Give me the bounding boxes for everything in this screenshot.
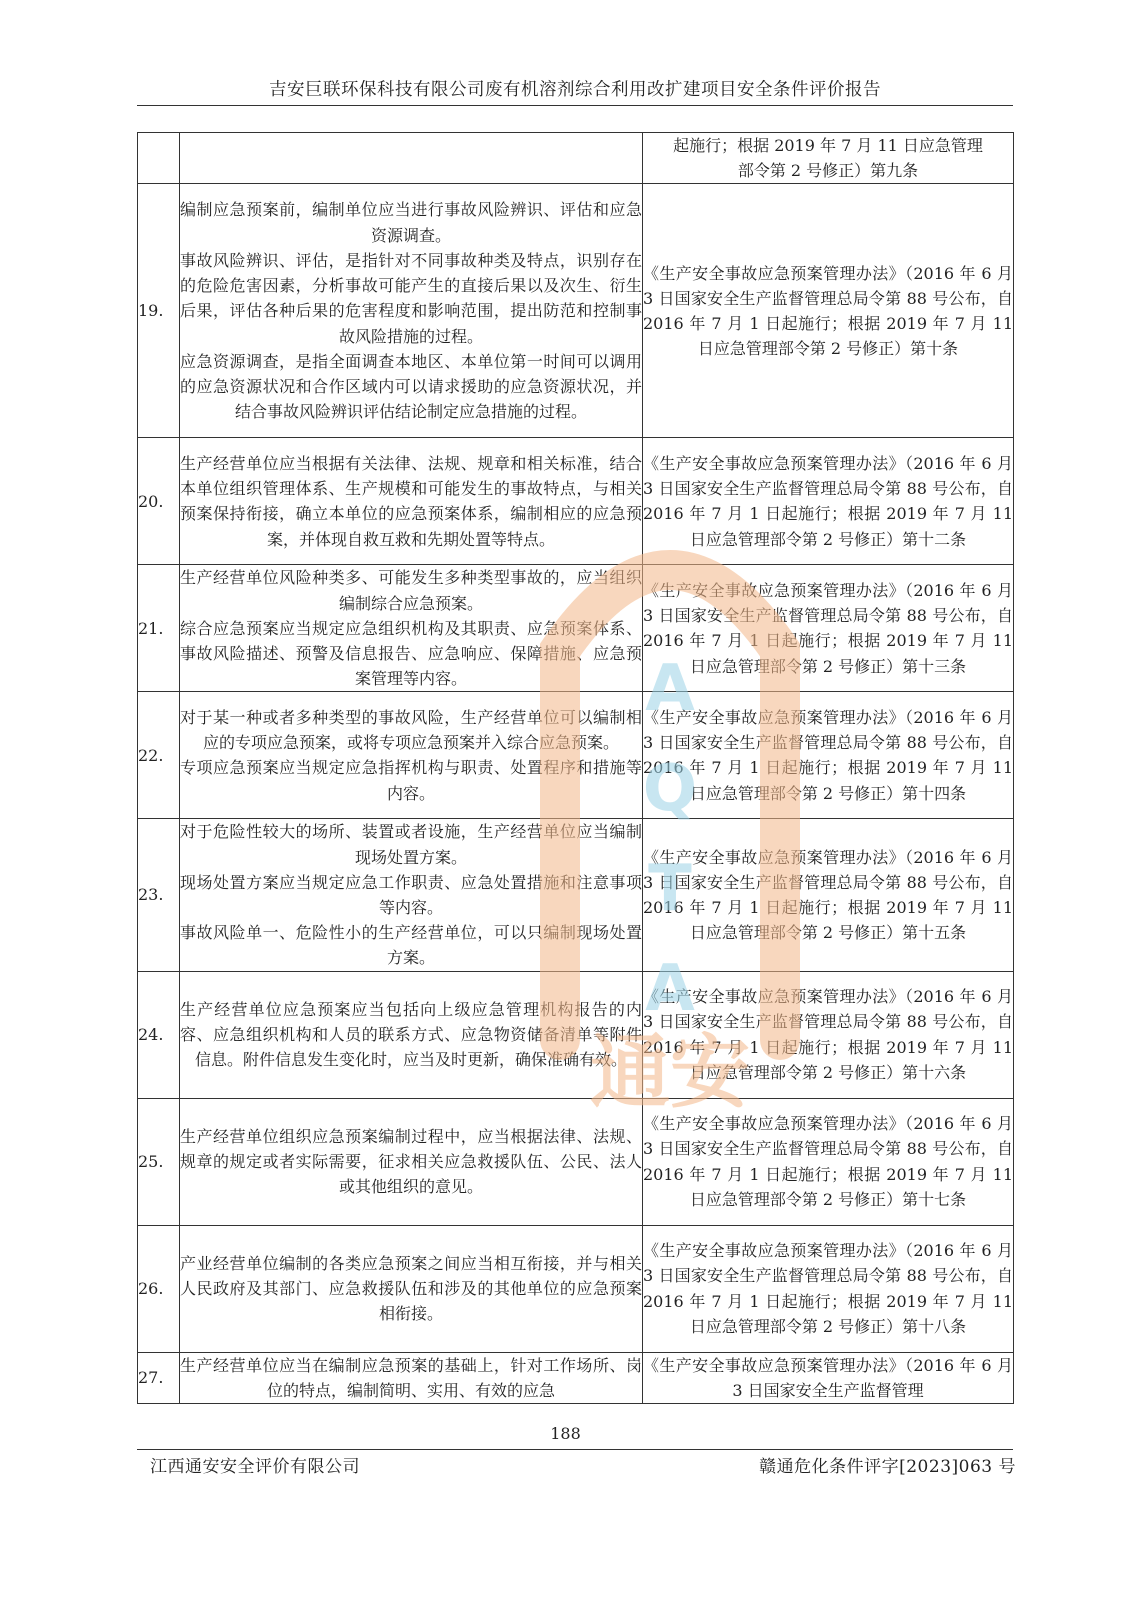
footer-doc-number: 赣通危化条件评字[2023]063 号 — [759, 1457, 1016, 1477]
table-row — [138, 438, 1014, 565]
header-rule — [137, 105, 1013, 106]
basis-cell — [643, 1225, 1014, 1352]
requirement-paragraph: 生产经营单位组织应急预案编制过程中，应当根据法律、法规、规章的规定或者实际需要，征求相关应急救援队伍、公民、法人或其他组织的意见。 — [180, 1126, 642, 1197]
requirement-cell — [180, 1225, 643, 1352]
requirement-paragraph: 编制应急预案前，编制单位应当进行事故风险辨识、评估和应急资源调查。 — [180, 200, 642, 245]
basis-cell — [643, 438, 1014, 565]
basis-cell — [643, 1352, 1014, 1403]
table-row — [138, 133, 1014, 184]
requirement-cell — [180, 971, 643, 1098]
footer-rule — [137, 1449, 1013, 1450]
requirement-paragraph: 事故风险单一、危险性小的生产经营单位，可以只编制现场处置方案。 — [180, 923, 642, 968]
table-row — [138, 565, 1014, 692]
basis-cell — [643, 692, 1014, 819]
requirement-paragraph: 应急资源调查，是指全面调查本地区、本单位第一时间可以调用的应急资源状况和合作区域内可以请求援助的应急资源状况，并结合事故风险辨识评估结论制定应急措施的过程。 — [180, 351, 642, 422]
row-number: 24. — [138, 971, 180, 1098]
table-row — [138, 692, 1014, 819]
page-number: 188 — [550, 1424, 581, 1443]
requirement-cell — [180, 692, 643, 819]
regulation-table — [137, 132, 1014, 1404]
requirement-cell — [180, 184, 643, 438]
requirement-paragraph: 现场处置方案应当规定应急工作职责、应急处置措施和注意事项等内容。 — [180, 872, 642, 918]
footer-company: 江西通安安全评价有限公司 — [150, 1457, 360, 1477]
requirement-paragraph: 生产经营单位应急预案应当包括向上级应急管理机构报告的内容、应急组织机构和人员的联系方式、应急物资储备清单等附件信息。附件信息发生变化时，应当及时更新，确保准确有效。 — [180, 999, 642, 1070]
basis-cell — [643, 971, 1014, 1098]
row-number: 20. — [138, 438, 180, 565]
basis-cell — [643, 1098, 1014, 1225]
requirement-cell — [180, 438, 643, 565]
basis-text: 《生产安全事故应急预案管理办法》（2016 年 6 月 3 日国家安全生产监督管理总局令第 88 号公布，自 2016 年 7 月 1 日起施行；根据 2019 年 7 月 11 日应急管理部令第 2 号修正）第十二条 — [643, 454, 1013, 549]
watermark-text: 通安 — [590, 1026, 750, 1119]
requirement-cell — [180, 1352, 643, 1403]
requirement-cell — [180, 565, 643, 692]
watermark-letter: Q — [642, 752, 698, 826]
basis-text: 部令第 2 号修正）第九条 — [737, 161, 919, 181]
basis-text: 《生产安全事故应急预案管理办法》（2016 年 6 月 3 日国家安全生产监督管理总局令第 88 号公布，自 2016 年 7 月 1 日起施行；根据 2019 年 7 月 11 日应急管理部令第 2 号修正）第十七条 — [643, 1114, 1013, 1209]
basis-text: 《生产安全事故应急预案管理办法》（2016 年 6 月 3 日国家安全生产监督管理 — [643, 1355, 1013, 1400]
page-header-title: 吉安巨联环保科技有限公司废有机溶剂综合利用改扩建项目安全条件评价报告 — [269, 80, 881, 100]
row-number: 23. — [138, 819, 180, 971]
table-row — [138, 819, 1014, 971]
basis-text: 《生产安全事故应急预案管理办法》（2016 年 6 月 3 日国家安全生产监督管理总局令第 88 号公布，自 2016 年 7 月 1 日起施行；根据 2019 年 7 月 11 日应急管理部令第 2 号修正）第十六条 — [643, 987, 1013, 1082]
requirement-paragraph: 专项应急预案应当规定应急指挥机构与职责、处置程序和措施等内容。 — [180, 758, 642, 803]
table-row — [138, 1352, 1014, 1403]
row-number: 22. — [138, 692, 180, 819]
requirement-paragraph: 对于危险性较大的场所、装置或者设施，生产经营单位应当编制现场处置方案。 — [180, 822, 642, 867]
basis-text: 《生产安全事故应急预案管理办法》（2016 年 6 月 3 日国家安全生产监督管理总局令第 88 号公布，自 2016 年 7 月 1 日起施行；根据 2019 年 7 月 11 日应急管理部令第 2 号修正）第十五条 — [643, 847, 1013, 943]
basis-text: 起施行；根据 2019 年 7 月 11 日应急管理 — [673, 136, 983, 155]
basis-text: 《生产安全事故应急预案管理办法》（2016 年 6 月 3 日国家安全生产监督管理总局令第 88 号公布，自 2016 年 7 月 1 日起施行；根据 2019 年 7 月 11 日应急管理部令第 2 号修正）第十条 — [643, 263, 1013, 359]
requirement-cell — [180, 1098, 643, 1225]
requirement-paragraph: 产业经营单位编制的各类应急预案之间应当相互衔接，并与相关人民政府及其部门、应急救援队伍和涉及的其他单位的应急预案相衔接。 — [180, 1253, 642, 1324]
watermark-letter: A — [645, 652, 695, 726]
row-number: 25. — [138, 1098, 180, 1225]
basis-cell — [643, 184, 1014, 438]
row-number: 19. — [138, 184, 180, 438]
row-number: 26. — [138, 1225, 180, 1352]
watermark-letter: A — [645, 952, 695, 1026]
basis-text: 《生产安全事故应急预案管理办法》（2016 年 6 月 3 日国家安全生产监督管理总局令第 88 号公布，自 2016 年 7 月 1 日起施行；根据 2019 年 7 月 11 日应急管理部令第 2 号修正）第十四条 — [643, 708, 1013, 803]
requirement-paragraph: 对于某一种或者多种类型的事故风险，生产经营单位可以编制相应的专项应急预案，或将专项应急预案并入综合应急预案。 — [180, 708, 642, 753]
requirement-paragraph: 综合应急预案应当规定应急组织机构及其职责、应急预案体系、事故风险描述、预警及信息报告、应急响应、保障措施、应急预案管理等内容。 — [180, 618, 642, 689]
row-number: 21. — [138, 565, 180, 692]
requirement-paragraph: 事故风险辨识、评估，是指针对不同事故种类及特点，识别存在的危险危害因素，分析事故可能产生的直接后果以及次生、衍生后果，评估各种后果的危害程度和影响范围，提出防范和控制事故风险措施的过程。 — [180, 250, 642, 346]
requirement-paragraph: 生产经营单位应当根据有关法律、法规、规章和相关标准，结合本单位组织管理体系、生产规模和可能发生的事故特点，与相关预案保持衔接，确立本单位的应急预案体系，编制相应的应急预案，并体现自救互救和先期处置等特点。 — [180, 454, 642, 549]
basis-cell — [643, 819, 1014, 971]
requirement-paragraph: 生产经营单位应当在编制应急预案的基础上，针对工作场所、岗位的特点，编制简明、实用、有效的应急 — [180, 1355, 642, 1400]
requirement-cell — [180, 819, 643, 971]
watermark-letter: T — [648, 852, 692, 926]
requirement-cell — [180, 133, 643, 184]
row-number — [138, 133, 180, 184]
requirement-paragraph: 生产经营单位风险种类多、可能发生多种类型事故的，应当组织编制综合应急预案。 — [180, 568, 642, 613]
basis-text: 《生产安全事故应急预案管理办法》（2016 年 6 月 3 日国家安全生产监督管理总局令第 88 号公布，自 2016 年 7 月 1 日起施行；根据 2019 年 7 月 11 日应急管理部令第 2 号修正）第十三条 — [643, 581, 1013, 676]
table-row — [138, 1225, 1014, 1352]
table-row — [138, 971, 1014, 1098]
basis-text: 《生产安全事故应急预案管理办法》（2016 年 6 月 3 日国家安全生产监督管理总局令第 88 号公布，自 2016 年 7 月 1 日起施行；根据 2019 年 7 月 11 日应急管理部令第 2 号修正）第十八条 — [643, 1241, 1013, 1336]
table-row — [138, 184, 1014, 438]
table-row — [138, 1098, 1014, 1225]
row-number: 27. — [138, 1352, 180, 1403]
basis-cell — [643, 565, 1014, 692]
basis-cell — [643, 133, 1014, 184]
